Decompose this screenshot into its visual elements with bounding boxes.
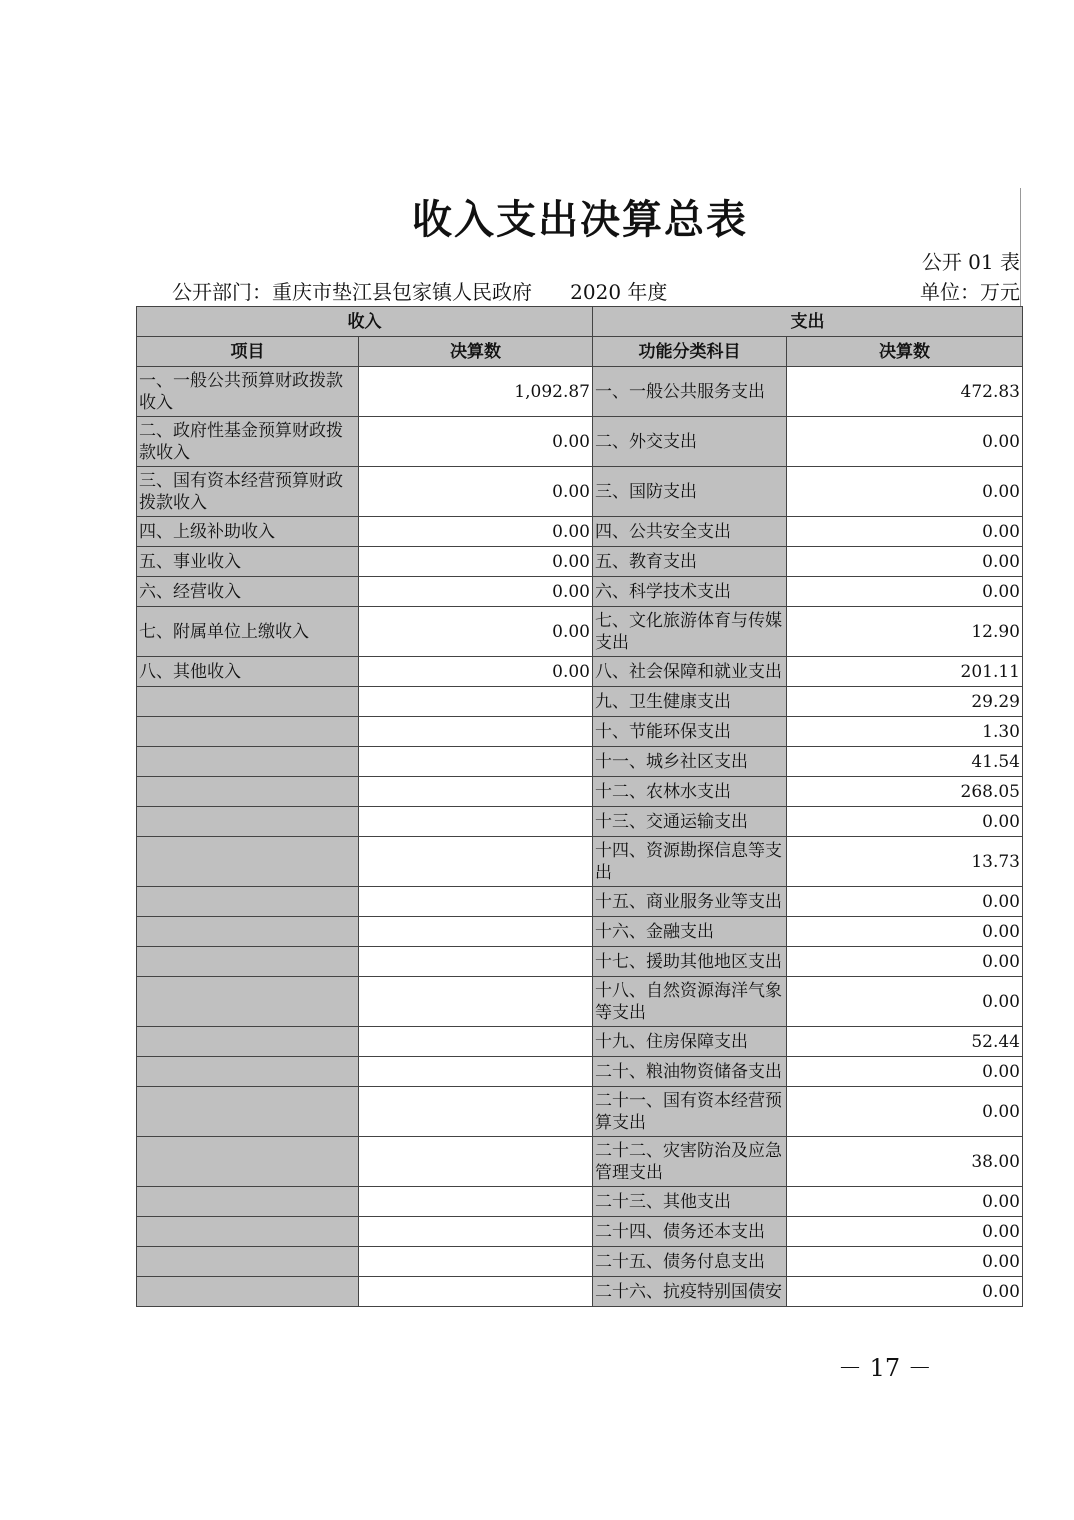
table-row xyxy=(137,1057,1023,1087)
income-item-cell xyxy=(137,717,359,747)
table-row xyxy=(137,547,1023,577)
expense-category-cell: 三、国防支出 xyxy=(593,467,787,517)
expense-category-cell: 十三、交通运输支出 xyxy=(593,807,787,837)
expense-category-cell: 七、文化旅游体育与传媒支出 xyxy=(593,607,787,657)
department-name: 公开部门：重庆市垫江县包家镇人民政府 xyxy=(172,280,532,304)
income-amount-cell xyxy=(359,807,593,837)
income-amount-cell xyxy=(359,1027,593,1057)
fiscal-year: 2020 年度 xyxy=(570,280,668,304)
income-item-cell xyxy=(137,1087,359,1137)
income-item-cell xyxy=(137,747,359,777)
expense-category-cell: 五、教育支出 xyxy=(593,547,787,577)
income-amount-cell xyxy=(359,1187,593,1217)
table-row xyxy=(137,717,1023,747)
expense-amount-cell: 0.00 xyxy=(787,1087,1023,1137)
income-amount-cell xyxy=(359,887,593,917)
header-row-columns xyxy=(137,337,1023,367)
income-item-cell: 七、附属单位上缴收入 xyxy=(137,607,359,657)
unit-label: 单位：万元 xyxy=(920,280,1020,304)
expense-category-cell: 十六、金融支出 xyxy=(593,917,787,947)
income-amount-cell xyxy=(359,1217,593,1247)
expense-amount-cell: 0.00 xyxy=(787,517,1023,547)
income-amount-cell xyxy=(359,777,593,807)
income-amount-cell: 0.00 xyxy=(359,547,593,577)
income-amount-cell: 0.00 xyxy=(359,467,593,517)
page-title: 收入支出决算总表 xyxy=(412,197,748,243)
income-amount-cell xyxy=(359,687,593,717)
income-amount-cell xyxy=(359,1057,593,1087)
expense-category-cell: 十二、农林水支出 xyxy=(593,777,787,807)
expense-category-cell: 一、一般公共服务支出 xyxy=(593,367,787,417)
income-item-cell: 六、经营收入 xyxy=(137,577,359,607)
expense-category-cell: 二十一、国有资本经营预算支出 xyxy=(593,1087,787,1137)
expense-category-cell: 二十四、债务还本支出 xyxy=(593,1217,787,1247)
table-row xyxy=(137,1247,1023,1277)
expense-category-cell: 十四、资源勘探信息等支出 xyxy=(593,837,787,887)
income-amount-cell: 0.00 xyxy=(359,577,593,607)
expense-category-cell: 二十三、其他支出 xyxy=(593,1187,787,1217)
table-row xyxy=(137,887,1023,917)
expense-category-cell: 十、节能环保支出 xyxy=(593,717,787,747)
expense-header: 支出 xyxy=(593,307,1023,337)
table-row xyxy=(137,367,1023,417)
income-item-cell xyxy=(137,777,359,807)
income-item-cell xyxy=(137,887,359,917)
expense-amount-cell: 0.00 xyxy=(787,1247,1023,1277)
table-row xyxy=(137,1027,1023,1057)
expense-amount-cell: 0.00 xyxy=(787,577,1023,607)
table-row xyxy=(137,1217,1023,1247)
income-amount-cell xyxy=(359,717,593,747)
category-header: 功能分类科目 xyxy=(593,337,787,367)
income-header: 收入 xyxy=(137,307,593,337)
income-amount-cell xyxy=(359,947,593,977)
income-item-cell xyxy=(137,1137,359,1187)
expense-category-cell: 八、社会保障和就业支出 xyxy=(593,657,787,687)
table-row xyxy=(137,837,1023,887)
income-item-cell: 五、事业收入 xyxy=(137,547,359,577)
item-header: 项目 xyxy=(137,337,359,367)
income-amount-cell xyxy=(359,747,593,777)
table-row xyxy=(137,1087,1023,1137)
expense-amount-cell: 0.00 xyxy=(787,1057,1023,1087)
expense-category-cell: 十五、商业服务业等支出 xyxy=(593,887,787,917)
table-row xyxy=(137,807,1023,837)
expense-amount-cell: 472.83 xyxy=(787,367,1023,417)
expense-category-cell: 二十五、债务付息支出 xyxy=(593,1247,787,1277)
income-item-cell xyxy=(137,917,359,947)
expense-category-cell: 二、外交支出 xyxy=(593,417,787,467)
expense-category-cell: 二十六、抗疫特别国债安 xyxy=(593,1277,787,1307)
expense-amount-cell: 41.54 xyxy=(787,747,1023,777)
income-amount-cell xyxy=(359,837,593,887)
expense-amount-cell: 13.73 xyxy=(787,837,1023,887)
income-item-cell: 一、一般公共预算财政拨款收入 xyxy=(137,367,359,417)
expense-amount-cell: 0.00 xyxy=(787,467,1023,517)
table-row xyxy=(137,1277,1023,1307)
income-amount-header: 决算数 xyxy=(359,337,593,367)
expense-amount-cell: 52.44 xyxy=(787,1027,1023,1057)
expense-amount-cell: 38.00 xyxy=(787,1137,1023,1187)
income-item-cell: 三、国有资本经营预算财政拨款收入 xyxy=(137,467,359,517)
expense-category-cell: 十一、城乡社区支出 xyxy=(593,747,787,777)
income-item-cell xyxy=(137,947,359,977)
table-row xyxy=(137,947,1023,977)
expense-amount-cell: 0.00 xyxy=(787,1277,1023,1307)
expense-amount-cell: 0.00 xyxy=(787,1187,1023,1217)
expense-category-cell: 十八、自然资源海洋气象等支出 xyxy=(593,977,787,1027)
expense-category-cell: 十九、住房保障支出 xyxy=(593,1027,787,1057)
income-item-cell xyxy=(137,687,359,717)
expense-category-cell: 十七、援助其他地区支出 xyxy=(593,947,787,977)
expense-amount-cell: 12.90 xyxy=(787,607,1023,657)
expense-amount-cell: 0.00 xyxy=(787,977,1023,1027)
income-amount-cell: 0.00 xyxy=(359,517,593,547)
income-item-cell xyxy=(137,1057,359,1087)
table-row xyxy=(137,777,1023,807)
header-row-groups xyxy=(137,307,1023,337)
expense-amount-cell: 0.00 xyxy=(787,947,1023,977)
income-amount-cell xyxy=(359,917,593,947)
expense-amount-header: 决算数 xyxy=(787,337,1023,367)
expense-amount-cell: 1.30 xyxy=(787,717,1023,747)
table-row xyxy=(137,687,1023,717)
income-amount-cell: 0.00 xyxy=(359,607,593,657)
income-amount-cell xyxy=(359,1277,593,1307)
table-row xyxy=(137,607,1023,657)
table-row xyxy=(137,977,1023,1027)
expense-amount-cell: 0.00 xyxy=(787,807,1023,837)
income-amount-cell xyxy=(359,1137,593,1187)
expense-category-cell: 二十二、灾害防治及应急管理支出 xyxy=(593,1137,787,1187)
income-amount-cell xyxy=(359,1087,593,1137)
income-item-cell xyxy=(137,1217,359,1247)
income-amount-cell: 1,092.87 xyxy=(359,367,593,417)
income-item-cell: 四、上级补助收入 xyxy=(137,517,359,547)
income-item-cell xyxy=(137,807,359,837)
form-number: 公开 01 表 xyxy=(921,250,1020,274)
page-number: － 17 － xyxy=(838,1354,932,1382)
expense-amount-cell: 29.29 xyxy=(787,687,1023,717)
table-row xyxy=(137,517,1023,547)
income-amount-cell xyxy=(359,977,593,1027)
department-line xyxy=(172,276,667,305)
expense-amount-cell: 201.11 xyxy=(787,657,1023,687)
expense-amount-cell: 0.00 xyxy=(787,417,1023,467)
income-item-cell xyxy=(137,1027,359,1057)
table-row xyxy=(137,657,1023,687)
table-row xyxy=(137,917,1023,947)
income-amount-cell: 0.00 xyxy=(359,417,593,467)
table-row xyxy=(137,1187,1023,1217)
expense-category-cell: 九、卫生健康支出 xyxy=(593,687,787,717)
income-item-cell xyxy=(137,837,359,887)
income-item-cell xyxy=(137,977,359,1027)
income-item-cell xyxy=(137,1247,359,1277)
expense-amount-cell: 0.00 xyxy=(787,917,1023,947)
table-row xyxy=(137,577,1023,607)
income-amount-cell xyxy=(359,1247,593,1277)
expense-amount-cell: 0.00 xyxy=(787,1217,1023,1247)
expense-category-cell: 四、公共安全支出 xyxy=(593,517,787,547)
expense-category-cell: 六、科学技术支出 xyxy=(593,577,787,607)
table-row xyxy=(137,417,1023,467)
expense-category-cell: 二十、粮油物资储备支出 xyxy=(593,1057,787,1087)
table-row xyxy=(137,747,1023,777)
income-item-cell xyxy=(137,1187,359,1217)
table-row xyxy=(137,1137,1023,1187)
income-item-cell xyxy=(137,1277,359,1307)
expense-amount-cell: 0.00 xyxy=(787,887,1023,917)
income-item-cell: 八、其他收入 xyxy=(137,657,359,687)
income-amount-cell: 0.00 xyxy=(359,657,593,687)
income-item-cell: 二、政府性基金预算财政拨款收入 xyxy=(137,417,359,467)
expense-amount-cell: 0.00 xyxy=(787,547,1023,577)
table-row xyxy=(137,467,1023,517)
budget-table xyxy=(136,306,1023,1307)
expense-amount-cell: 268.05 xyxy=(787,777,1023,807)
